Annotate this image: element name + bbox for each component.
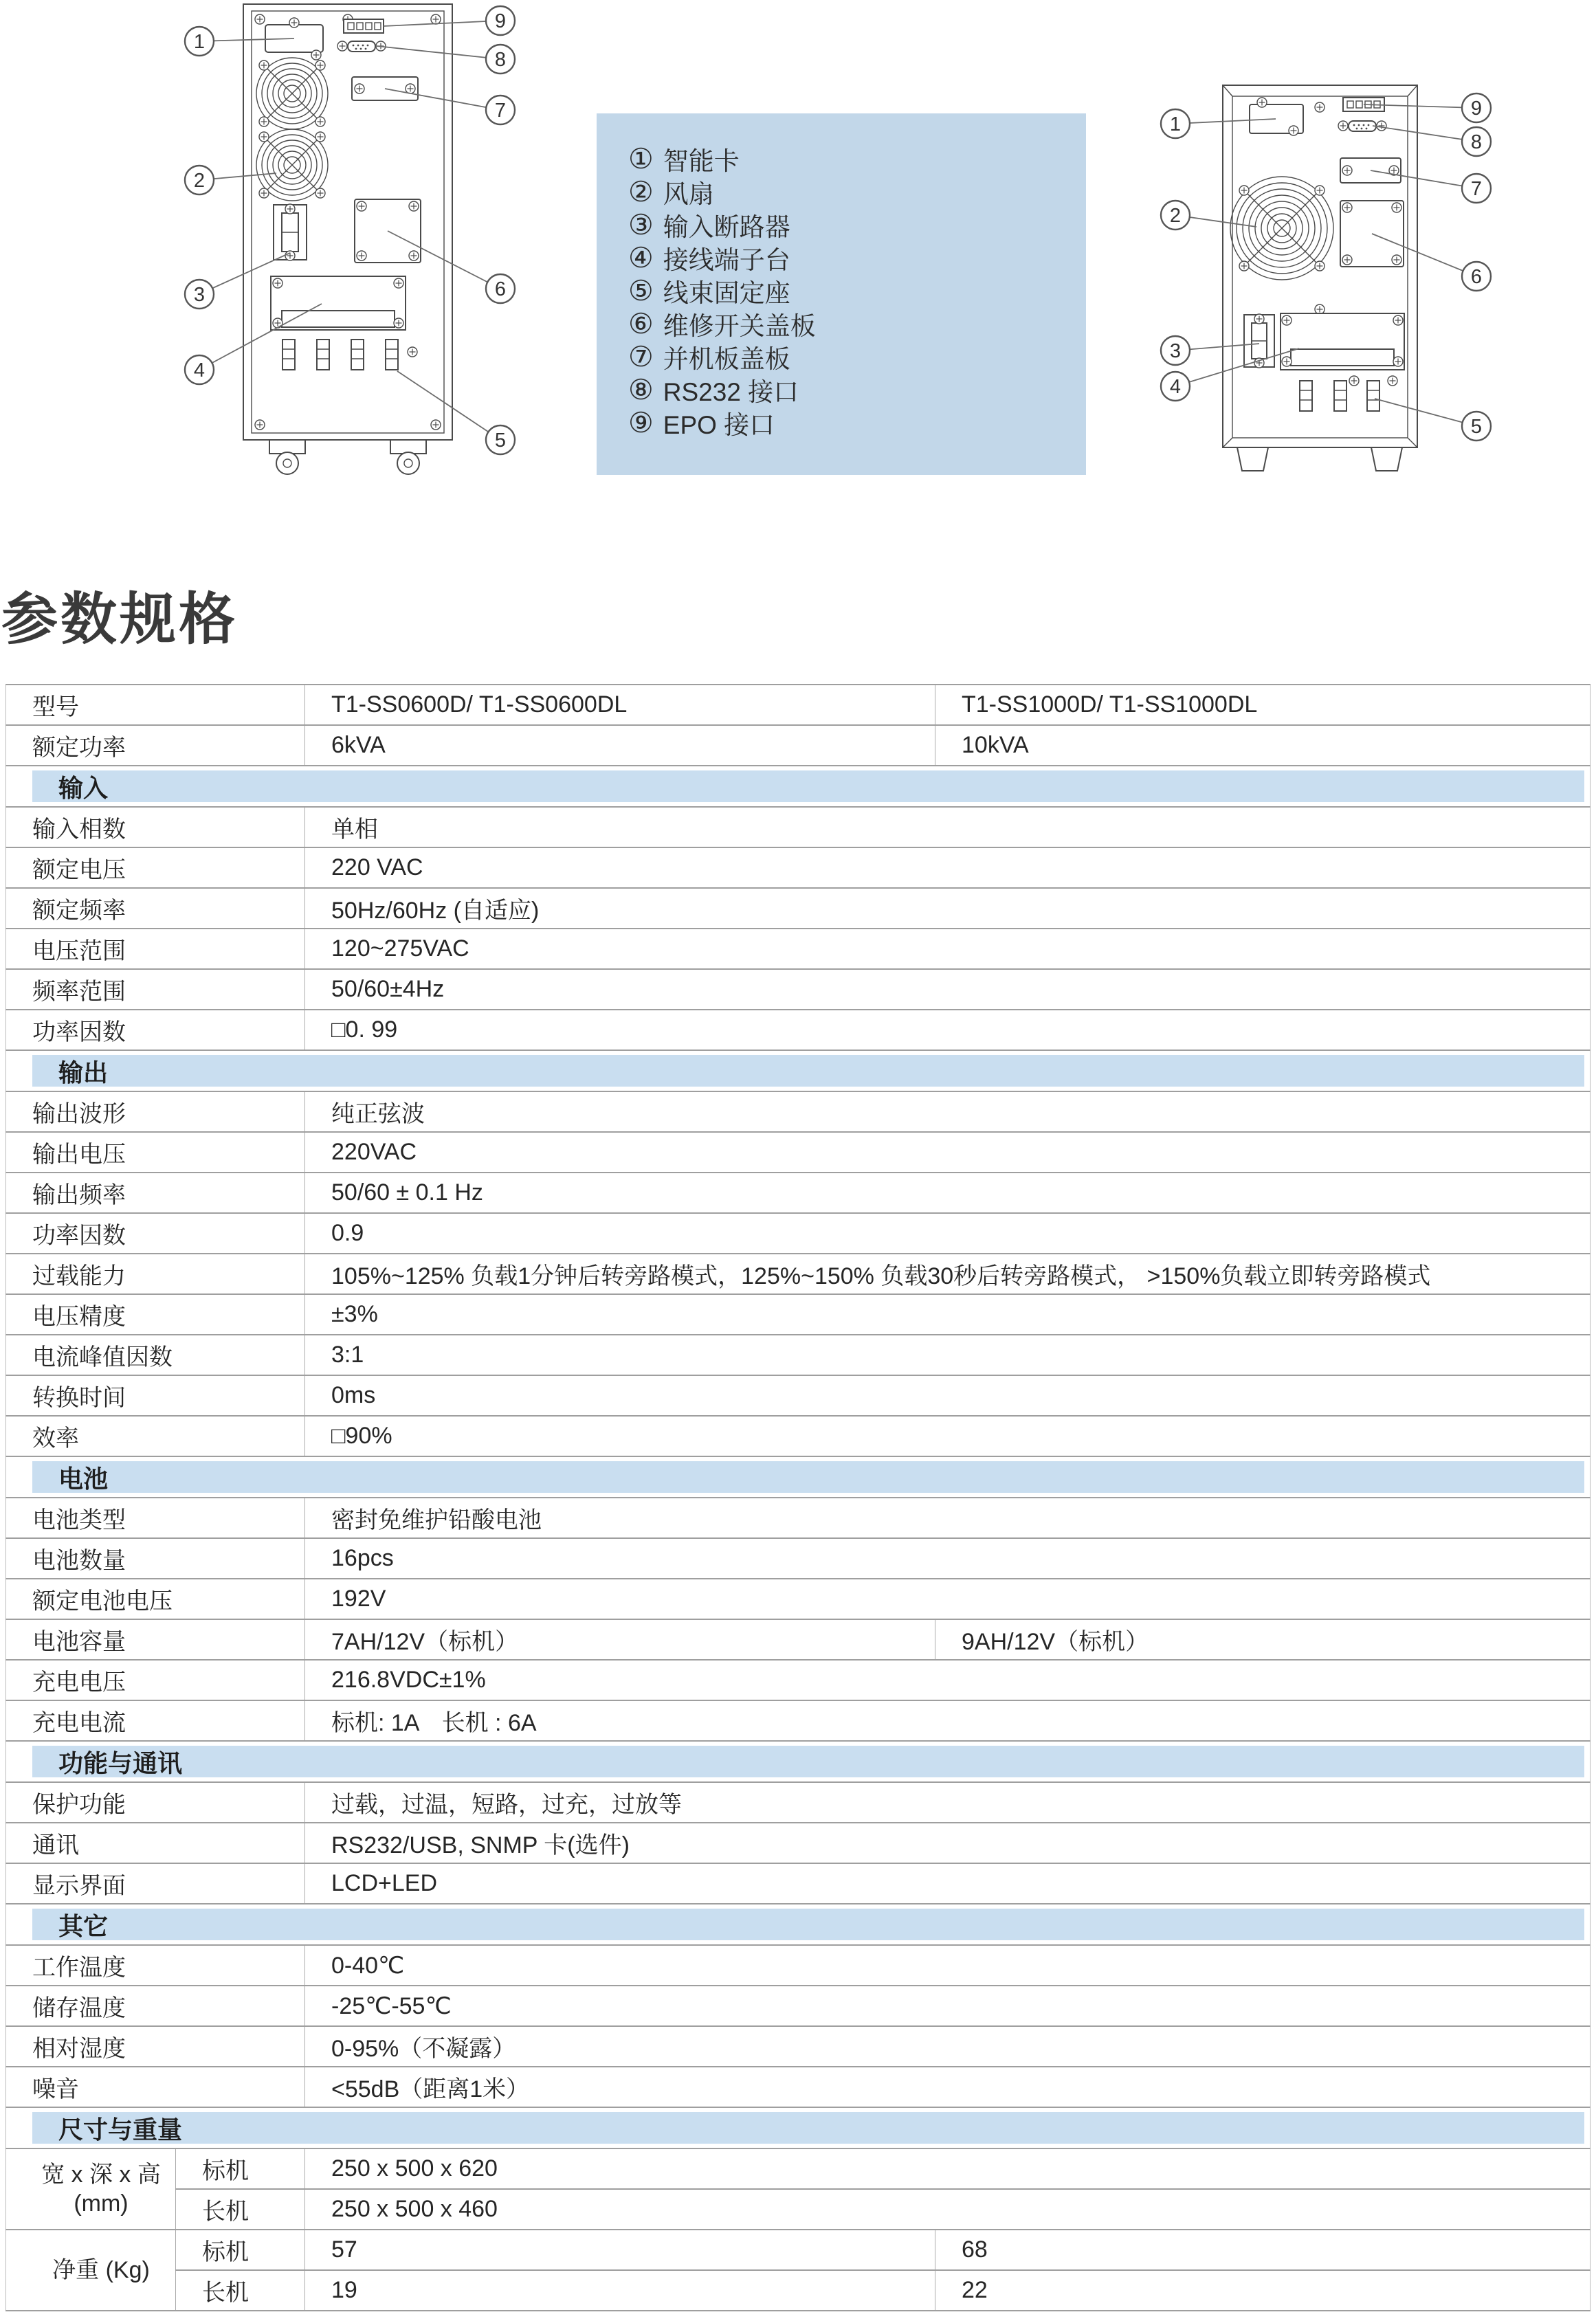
svg-text:8: 8: [494, 49, 507, 71]
spec-section-label: 其它: [32, 1909, 1584, 1940]
ups-rear-panel-diagram-left: [179, 0, 536, 481]
callout-bubble: [185, 355, 214, 384]
spec-row: [6, 1335, 1591, 1375]
spec-value-cell: 9AH/12V（标机）: [935, 1619, 1591, 1660]
legend-item-number: ①: [628, 142, 654, 175]
spec-value-cell: 16pcs: [305, 1538, 1591, 1579]
spec-label-cell: 相对湿度: [6, 2026, 305, 2067]
spec-row: [6, 2270, 1591, 2311]
spec-value-cell: 220 VAC: [305, 847, 1591, 888]
spec-row: [6, 1986, 1591, 2026]
spec-label-cell: 额定电池电压: [6, 1579, 305, 1619]
ups-rear-panel-diagram-right: [1134, 41, 1519, 481]
spec-row: [6, 2026, 1591, 2067]
spec-value-cell: □0. 99: [305, 1010, 1591, 1050]
screw-icon: [1315, 304, 1325, 314]
spec-label-cell: 输入相数: [6, 807, 305, 847]
input-breaker-icon: [1244, 314, 1274, 368]
legend-item-number: ⑥: [628, 307, 654, 340]
spec-label-cell: 电池类型: [6, 1498, 305, 1538]
svg-text:4: 4: [193, 359, 206, 381]
callout-bubble: [1161, 201, 1190, 230]
legend-item-label: EPO 接口: [663, 411, 775, 439]
callout-bubble: [1161, 372, 1190, 401]
spec-value-cell: <55dB（距离1米）: [305, 2067, 1591, 2107]
spec-label-cell: 输出电压: [6, 1132, 305, 1173]
spec-section-row: [6, 1050, 1591, 1091]
spec-value-cell: 19: [305, 2270, 935, 2311]
terminal-block-cover: [1281, 313, 1404, 370]
spec-label-cell: 净重 (Kg): [6, 2230, 176, 2311]
spec-row: [6, 1660, 1591, 1700]
input-breaker-icon: [274, 204, 307, 260]
spec-label-cell: 转换时间: [6, 1375, 305, 1416]
spec-subrow-key-cell: 长机: [176, 2189, 305, 2230]
callout-bubble: [1462, 412, 1491, 441]
callout-bubble: [1462, 174, 1491, 203]
foot-icon: [1237, 447, 1268, 471]
spec-value-cell: 0-40℃: [305, 1945, 1591, 1986]
legend-item-number: ④: [628, 241, 654, 274]
spec-value-cell: LCD+LED: [305, 1863, 1591, 1904]
foot-icon: [1371, 447, 1402, 471]
spec-label-cell: 型号: [6, 685, 305, 725]
legend-item-label: 接线端子台: [663, 246, 790, 274]
legend-item-label: RS232 接口: [663, 378, 799, 406]
spec-value-cell: 过载，过温，短路，过充，过放等: [305, 1782, 1591, 1823]
svg-text:6: 6: [494, 278, 507, 300]
callout-bubble: [1462, 262, 1491, 291]
spec-section-row: [6, 1904, 1591, 1945]
legend-item: [628, 307, 1086, 340]
svg-text:2: 2: [193, 170, 206, 192]
parts-legend-list: [597, 113, 1086, 439]
spec-value-cell: 57: [305, 2230, 935, 2270]
spec-label-cell: 输出波形: [6, 1091, 305, 1132]
spec-value-cell: 50/60±4Hz: [305, 969, 1591, 1010]
spec-value-cell: -25℃-55℃: [305, 1986, 1591, 2026]
spec-label-cell: 电池容量: [6, 1619, 305, 1660]
spec-label-cell: 效率: [6, 1416, 305, 1456]
wheel-icon: [390, 440, 426, 474]
legend-item-label: 维修开关盖板: [663, 312, 816, 340]
spec-value-cell: □90%: [305, 1416, 1591, 1456]
spec-label-cell: 输出频率: [6, 1173, 305, 1213]
spec-label-cell: 额定功率: [6, 725, 305, 766]
spec-value-cell: 250 x 500 x 620: [305, 2148, 1591, 2189]
spec-label-cell: 显示界面: [6, 1863, 305, 1904]
callout-bubble: [1161, 109, 1190, 138]
spec-subrow-key-cell: 长机: [176, 2270, 305, 2311]
svg-text:7: 7: [1470, 178, 1483, 200]
spec-row: [6, 969, 1591, 1010]
spec-value-cell: 3:1: [305, 1335, 1591, 1375]
spec-value-cell: 0-95%（不凝露）: [305, 2026, 1591, 2067]
svg-text:6: 6: [1470, 266, 1483, 288]
legend-item-number: ③: [628, 208, 654, 241]
legend-item: [628, 241, 1086, 274]
spec-row: [6, 1416, 1591, 1456]
callout-bubble: [486, 274, 515, 303]
spec-value-cell: 单相: [305, 807, 1591, 847]
spec-label-cell: 额定电压: [6, 847, 305, 888]
epo-port-icon: [344, 19, 384, 33]
spec-value-cell: 标机: 1A 长机 : 6A: [305, 1700, 1591, 1741]
spec-label-cell: 储存温度: [6, 1986, 305, 2026]
spec-section-label: 输出: [32, 1055, 1584, 1087]
legend-item-label: 并机板盖板: [663, 345, 790, 373]
spec-section-row: [6, 1741, 1591, 1782]
spec-value-cell: 120~275VAC: [305, 929, 1591, 969]
spec-label-cell: 功率因数: [6, 1010, 305, 1050]
spec-row: [6, 929, 1591, 969]
spec-section-row: [6, 2107, 1591, 2148]
spec-value-cell: 50Hz/60Hz (自适应): [305, 888, 1591, 929]
spec-section-label: 电池: [32, 1461, 1584, 1493]
svg-text:3: 3: [1169, 340, 1182, 362]
spec-label-cell: 通讯: [6, 1823, 305, 1863]
spec-row: [6, 888, 1591, 929]
screw-icon: [255, 14, 265, 24]
legend-item: [628, 340, 1086, 373]
spec-row: [6, 2189, 1591, 2230]
spec-label-cell: 充电电流: [6, 1700, 305, 1741]
svg-text:2: 2: [1169, 205, 1182, 227]
spec-value-cell: T1-SS0600D/ T1-SS0600DL: [305, 685, 935, 725]
spec-value-cell: 10kVA: [935, 725, 1591, 766]
spec-row: [6, 1132, 1591, 1173]
spec-value-cell: 216.8VDC±1%: [305, 1660, 1591, 1700]
spec-label-cell: 频率范围: [6, 969, 305, 1010]
spec-row: [6, 1010, 1591, 1050]
callout-bubble: [1462, 93, 1491, 122]
spec-subrow-key-cell: 标机: [176, 2148, 305, 2189]
spec-row: [6, 1863, 1591, 1904]
legend-item-label: 线束固定座: [663, 279, 790, 307]
spec-label-cell: 电压精度: [6, 1294, 305, 1335]
legend-item-number: ⑤: [628, 274, 654, 307]
spec-value-cell: 纯正弦波: [305, 1091, 1591, 1132]
spec-value-cell: 0ms: [305, 1375, 1591, 1416]
spec-label-cell: 额定频率: [6, 888, 305, 929]
spec-value-cell: 7AH/12V（标机）: [305, 1619, 935, 1660]
spec-table: [5, 684, 1591, 2311]
spec-row: [6, 1782, 1591, 1823]
svg-text:9: 9: [494, 10, 507, 32]
spec-label-cell: 工作温度: [6, 1945, 305, 1986]
page-title: 参数规格: [1, 588, 239, 651]
spec-row: [6, 1254, 1591, 1294]
svg-text:1: 1: [193, 31, 206, 53]
svg-text:3: 3: [193, 284, 206, 306]
spec-value-cell: ±3%: [305, 1294, 1591, 1335]
spec-label-cell: 电流峰值因数: [6, 1335, 305, 1375]
svg-text:5: 5: [1470, 416, 1483, 438]
spec-value-cell: 0.9: [305, 1213, 1591, 1254]
spec-row: [6, 1091, 1591, 1132]
rs232-db9-port-icon: [1338, 121, 1386, 131]
spec-row: [6, 725, 1591, 766]
spec-row: [6, 847, 1591, 888]
spec-section-row: [6, 1456, 1591, 1498]
spec-row: [6, 685, 1591, 725]
spec-row: [6, 1619, 1591, 1660]
legend-item-number: ⑨: [628, 406, 654, 438]
spec-section-label: 功能与通讯: [32, 1746, 1584, 1777]
screw-icon: [431, 420, 441, 430]
wheel-icon: [269, 440, 305, 474]
fan-icon: [256, 129, 328, 201]
svg-text:8: 8: [1470, 131, 1483, 153]
spec-label-cell: 功率因数: [6, 1213, 305, 1254]
legend-item-label: 风扇: [663, 180, 714, 208]
svg-text:7: 7: [494, 100, 507, 122]
legend-item-label: 智能卡: [663, 147, 740, 175]
spec-row: [6, 1700, 1591, 1741]
callout-bubble: [486, 96, 515, 124]
callout-bubble: [1161, 336, 1190, 365]
spec-subrow-key-cell: 标机: [176, 2230, 305, 2270]
spec-value-cell: 50/60 ± 0.1 Hz: [305, 1173, 1591, 1213]
spec-row: [6, 2067, 1591, 2107]
callout-bubble: [1462, 127, 1491, 156]
fan-icon: [256, 58, 328, 129]
callout-bubble: [185, 166, 214, 195]
spec-label-cell: 宽 x 深 x 高 (mm): [6, 2148, 176, 2230]
legend-item: [628, 406, 1086, 439]
spec-value-cell: RS232/USB, SNMP 卡(选件): [305, 1823, 1591, 1863]
svg-text:4: 4: [1169, 376, 1182, 398]
spec-row: [6, 1823, 1591, 1863]
spec-row: [6, 1945, 1591, 1986]
spec-value-cell: 192V: [305, 1579, 1591, 1619]
spec-label-cell: 电池数量: [6, 1538, 305, 1579]
spec-value-cell: 密封免维护铅酸电池: [305, 1498, 1591, 1538]
spec-value-cell: T1-SS1000D/ T1-SS1000DL: [935, 685, 1591, 725]
spec-row: [6, 1538, 1591, 1579]
legend-item-number: ⑦: [628, 340, 654, 373]
spec-row: [6, 1579, 1591, 1619]
spec-value-cell: 250 x 500 x 460: [305, 2189, 1591, 2230]
spec-label-cell: 过载能力: [6, 1254, 305, 1294]
spec-value-cell: 220VAC: [305, 1132, 1591, 1173]
spec-label-cell: 充电电压: [6, 1660, 305, 1700]
spec-row: [6, 1375, 1591, 1416]
legend-item-number: ⑧: [628, 373, 654, 406]
callout-bubble: [486, 45, 515, 74]
spec-section-row: [6, 766, 1591, 807]
legend-item: [628, 208, 1086, 241]
spec-value-cell: 22: [935, 2270, 1591, 2311]
legend-item-label: 输入断路器: [663, 213, 790, 241]
svg-text:1: 1: [1169, 113, 1182, 135]
parts-legend: [597, 113, 1086, 475]
spec-row: [6, 1173, 1591, 1213]
callout-bubble: [486, 6, 515, 35]
legend-item: [628, 142, 1086, 175]
spec-row: [6, 2148, 1591, 2189]
spec-row: [6, 2230, 1591, 2270]
spec-value-cell: 6kVA: [305, 725, 935, 766]
callout-bubble: [486, 425, 515, 454]
spec-label-cell: 保护功能: [6, 1782, 305, 1823]
legend-item-number: ②: [628, 175, 654, 208]
legend-item: [628, 274, 1086, 307]
spec-value-cell: 105%~125% 负载1分钟后转旁路模式，125%~150% 负载30秒后转旁路模式， >150%负载立即转旁路模式: [305, 1254, 1591, 1294]
screw-icon: [255, 420, 265, 430]
spec-value-cell: 68: [935, 2230, 1591, 2270]
legend-item: [628, 175, 1086, 208]
spec-row: [6, 1498, 1591, 1538]
callout-bubble: [185, 280, 214, 309]
legend-item: [628, 373, 1086, 406]
svg-text:9: 9: [1470, 98, 1483, 120]
callout-bubble: [185, 27, 214, 56]
svg-text:5: 5: [494, 430, 507, 452]
spec-section-label: 尺寸与重量: [32, 2112, 1584, 2144]
screw-icon: [431, 14, 441, 24]
spec-row: [6, 1213, 1591, 1254]
spec-label-cell: 噪音: [6, 2067, 305, 2107]
spec-label-cell: 电压范围: [6, 929, 305, 969]
spec-row: [6, 1294, 1591, 1335]
spec-section-label: 输入: [32, 770, 1584, 802]
screw-icon: [1315, 102, 1325, 112]
terminal-block-cover: [271, 276, 406, 330]
spec-row: [6, 807, 1591, 847]
